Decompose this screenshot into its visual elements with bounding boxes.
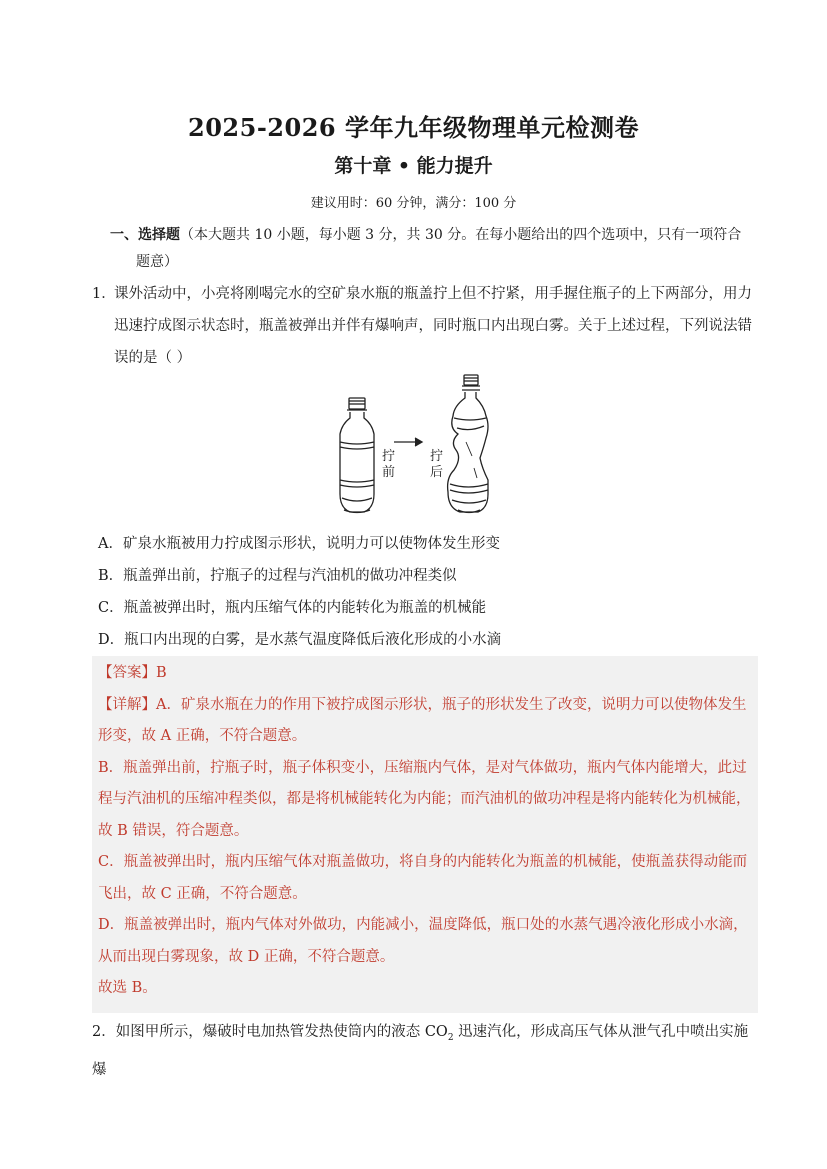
bottle-after-body: [448, 392, 488, 512]
detail-line: 【详解】A．矿泉水瓶在力的作用下被拧成图示形状，瓶子的形状发生了改变，说明力可以使物体发生: [98, 696, 747, 713]
detail-line: 故 B 错误，符合题意。: [98, 822, 249, 839]
option-a: A．矿泉水瓶被用力拧成图示形状，说明力可以使物体发生形变: [98, 536, 500, 552]
figure-label: 拧: [382, 449, 396, 464]
section-heading: [110, 222, 760, 276]
section-note-1: （本大题共 10 小题，每小题 3 分，共 30 分。在每小题给出的四个选项中，只有一项符合: [180, 227, 742, 243]
question-text-line: 迅速拧成图示状态时，瓶盖被弹出并伴有爆响声，同时瓶口内出现白雾。关于上述过程，下列说法错: [114, 318, 752, 334]
section-note-2: 题意）: [136, 254, 178, 270]
figure-label: 后: [430, 465, 444, 480]
detail-line: 从而出现白雾现象，故 D 正确，不符合题意。: [98, 948, 395, 965]
question-1: [92, 278, 760, 374]
question-text: 如图甲所示，爆破时电加热管发热使筒内的液态 CO: [115, 1024, 448, 1040]
question-text-line: 误的是（ ）: [114, 350, 192, 366]
page-subtitle: 第十章 • 能力提升: [334, 155, 493, 177]
answer-area: [98, 658, 758, 1005]
option-d: D．瓶口内出现的白雾，是水蒸气温度降低后液化形成的小水滴: [98, 632, 502, 648]
bottle-after-cap: [464, 375, 478, 385]
bottle-before-body: [340, 412, 374, 512]
answer-label: 【答案】B: [98, 665, 167, 681]
option-c: C．瓶盖被弹出时，瓶内压缩气体的内能转化为瓶盖的机械能: [98, 600, 487, 616]
detail-line: B．瓶盖弹出前，拧瓶子时，瓶子体积变小，压缩瓶内气体，是对气体做功，瓶内气体内能增大，此过: [98, 759, 747, 776]
detail-line: D．瓶盖被弹出时，瓶内气体对外做功，内能减小，温度降低，瓶口处的水蒸气遇冷液化形成小水滴，: [98, 917, 748, 933]
question-text-line: 课外活动中，小亮将刚喝完水的空矿泉水瓶的瓶盖拧上但不拧紧，用手握住瓶子的上下两部分，用力: [114, 286, 752, 302]
question-number: 2．: [92, 1024, 116, 1040]
figure-label: 前: [382, 465, 396, 480]
detail-line: 飞出，故 C 正确，不符合题意。: [98, 885, 307, 902]
time-info: 建议用时：60 分钟，满分：100 分: [310, 196, 517, 211]
section-title: 一、选择题: [110, 227, 180, 243]
question-text: 迅速汽化，形成高压气体从泄气孔中喷出实施爆: [92, 1024, 749, 1078]
detail-line: 形变，故 A 正确，不符合题意。: [98, 728, 307, 744]
subscript: 2: [447, 1032, 454, 1043]
detail-line: 故选 B。: [98, 980, 157, 996]
detail-line: 程与汽油机的压缩冲程类似，都是将机械能转化为内能；而汽油机的做功冲程是将内能转化为机械能，: [98, 791, 751, 807]
detail-line: C．瓶盖被弹出时，瓶内压缩气体对瓶盖做功，将自身的内能转化为瓶盖的机械能，使瓶盖获得动能而: [98, 854, 748, 870]
question-number: 1．: [92, 286, 116, 302]
option-b: B．瓶盖弹出前，拧瓶子的过程与汽油机的做功冲程类似: [98, 568, 457, 584]
question-2: [92, 1016, 760, 1086]
bottle-figure: [336, 372, 496, 524]
page-title: 2025-2026 学年九年级物理单元检测卷: [188, 113, 639, 142]
figure-label: 拧: [430, 449, 444, 464]
